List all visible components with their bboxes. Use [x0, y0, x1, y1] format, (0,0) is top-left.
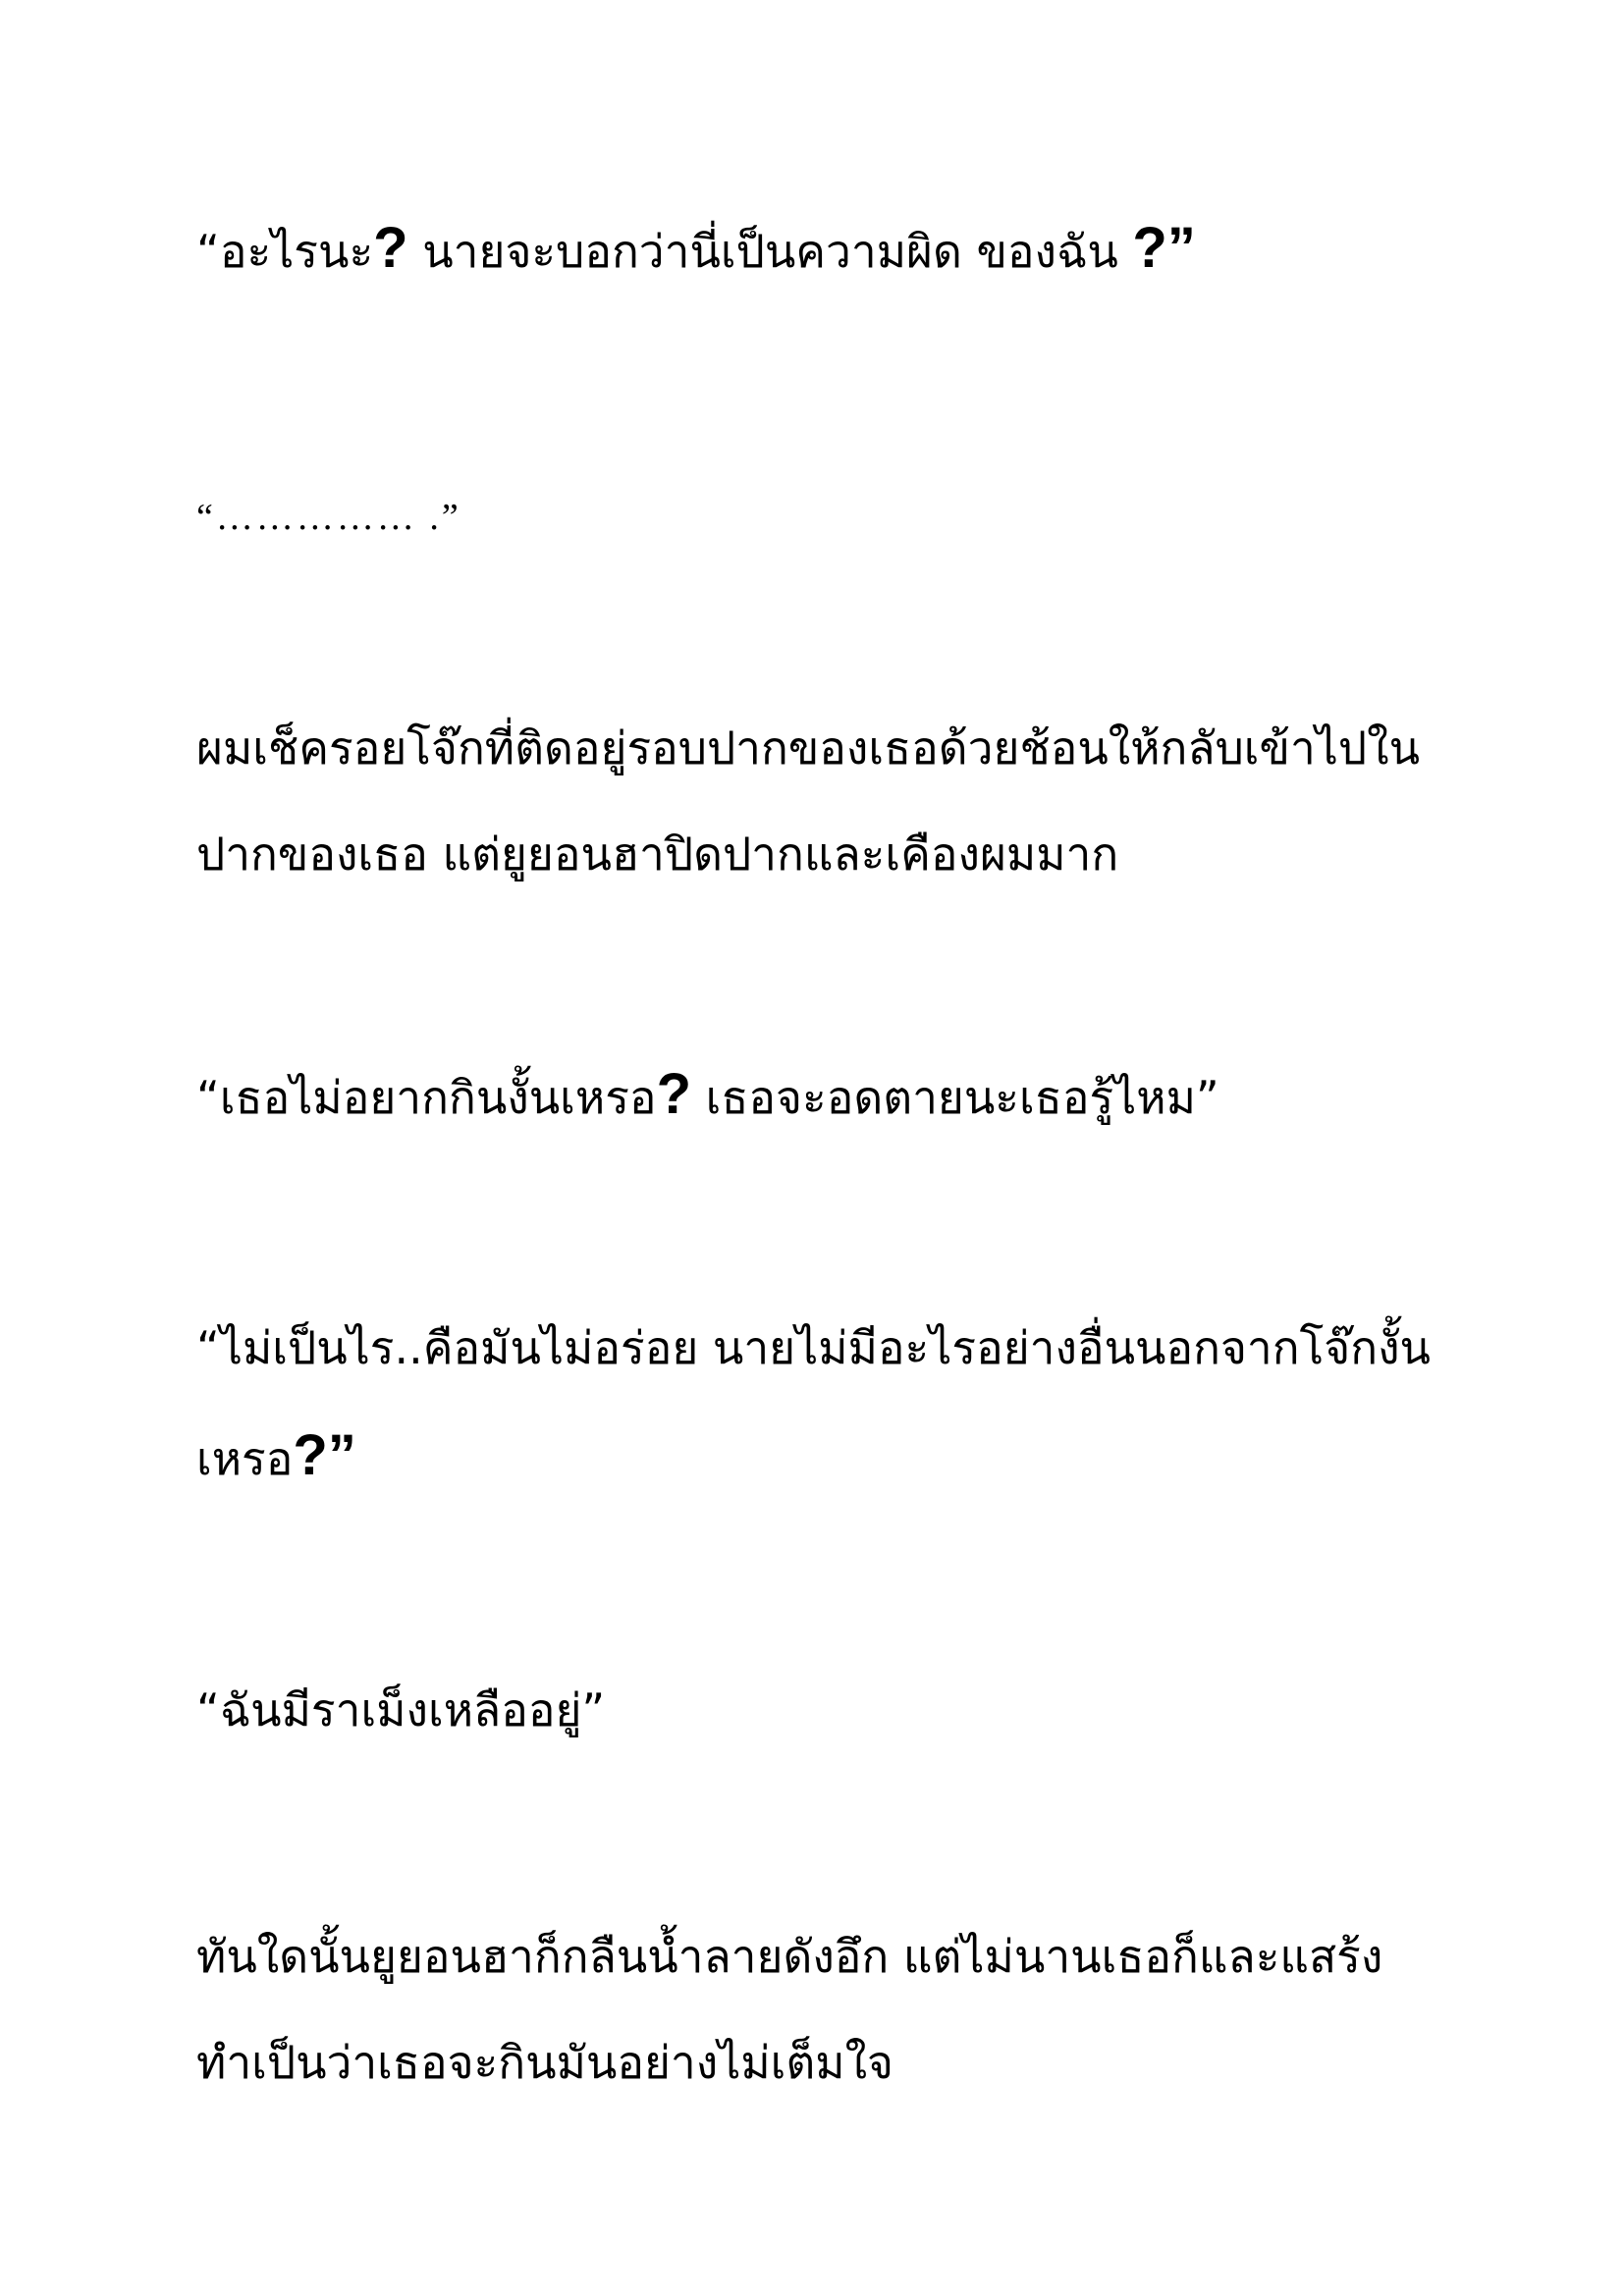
text-segment: “ไม่เป็นไร..คือมันไม่อร่อย นายไม่มีอะไรอย่างอื่นนอกจากโจ๊กงั้น — [196, 1321, 1432, 1374]
dialogue-line — [196, 1421, 1473, 1490]
text-segment: “เธอไม่อยากกินงั้นเหรอ — [196, 1071, 657, 1124]
ellipsis-dialogue-line — [196, 483, 1473, 552]
text-segment: ปากของเธอ แต่ยูยอนฮาปิดปากและเคืองผมมาก — [196, 828, 1119, 881]
text-segment: เธอจะอดตายนะเธอรู้ไหม” — [691, 1071, 1219, 1124]
dialogue-line — [196, 1060, 1473, 1129]
dialogue-line — [196, 1676, 1473, 1744]
text-segment: ทันใดนั้นยูยอนฮาก็กลืนน้ำลายดังอึก แต่ไม่นานเธอก็และแสร้ง — [196, 1930, 1383, 1983]
narration-line — [196, 714, 1473, 782]
text-segment: “ฉันมีราเม็งเหลืออยู่” — [196, 1683, 606, 1736]
text-segment: ทำเป็นว่าเธอจะกินมันอย่างไม่เต็มใจ — [196, 2036, 893, 2089]
text-segment: เหรอ — [196, 1432, 294, 1485]
text-segment: ผมเช็ครอยโจ๊กที่ติดอยู่รอบปากของเธอด้วยช้อนให้กลับเข้าไปใน — [196, 721, 1421, 774]
narration-line — [196, 820, 1473, 888]
dialogue-line — [196, 214, 1473, 283]
question-mark-quote: ?” — [1132, 216, 1196, 280]
text-segment: นายจะบอกว่านี่เป็นความผิด ของฉัน — [407, 225, 1133, 278]
question-mark: ? — [373, 216, 408, 280]
text-segment: “…………… .” — [196, 497, 461, 538]
text-segment: “อะไรนะ — [196, 225, 374, 278]
narration-line — [196, 1922, 1473, 1991]
question-mark: ? — [656, 1062, 691, 1126]
dialogue-line — [196, 1313, 1473, 1382]
question-mark-quote: ?” — [293, 1423, 356, 1487]
narration-line — [196, 2028, 1473, 2097]
